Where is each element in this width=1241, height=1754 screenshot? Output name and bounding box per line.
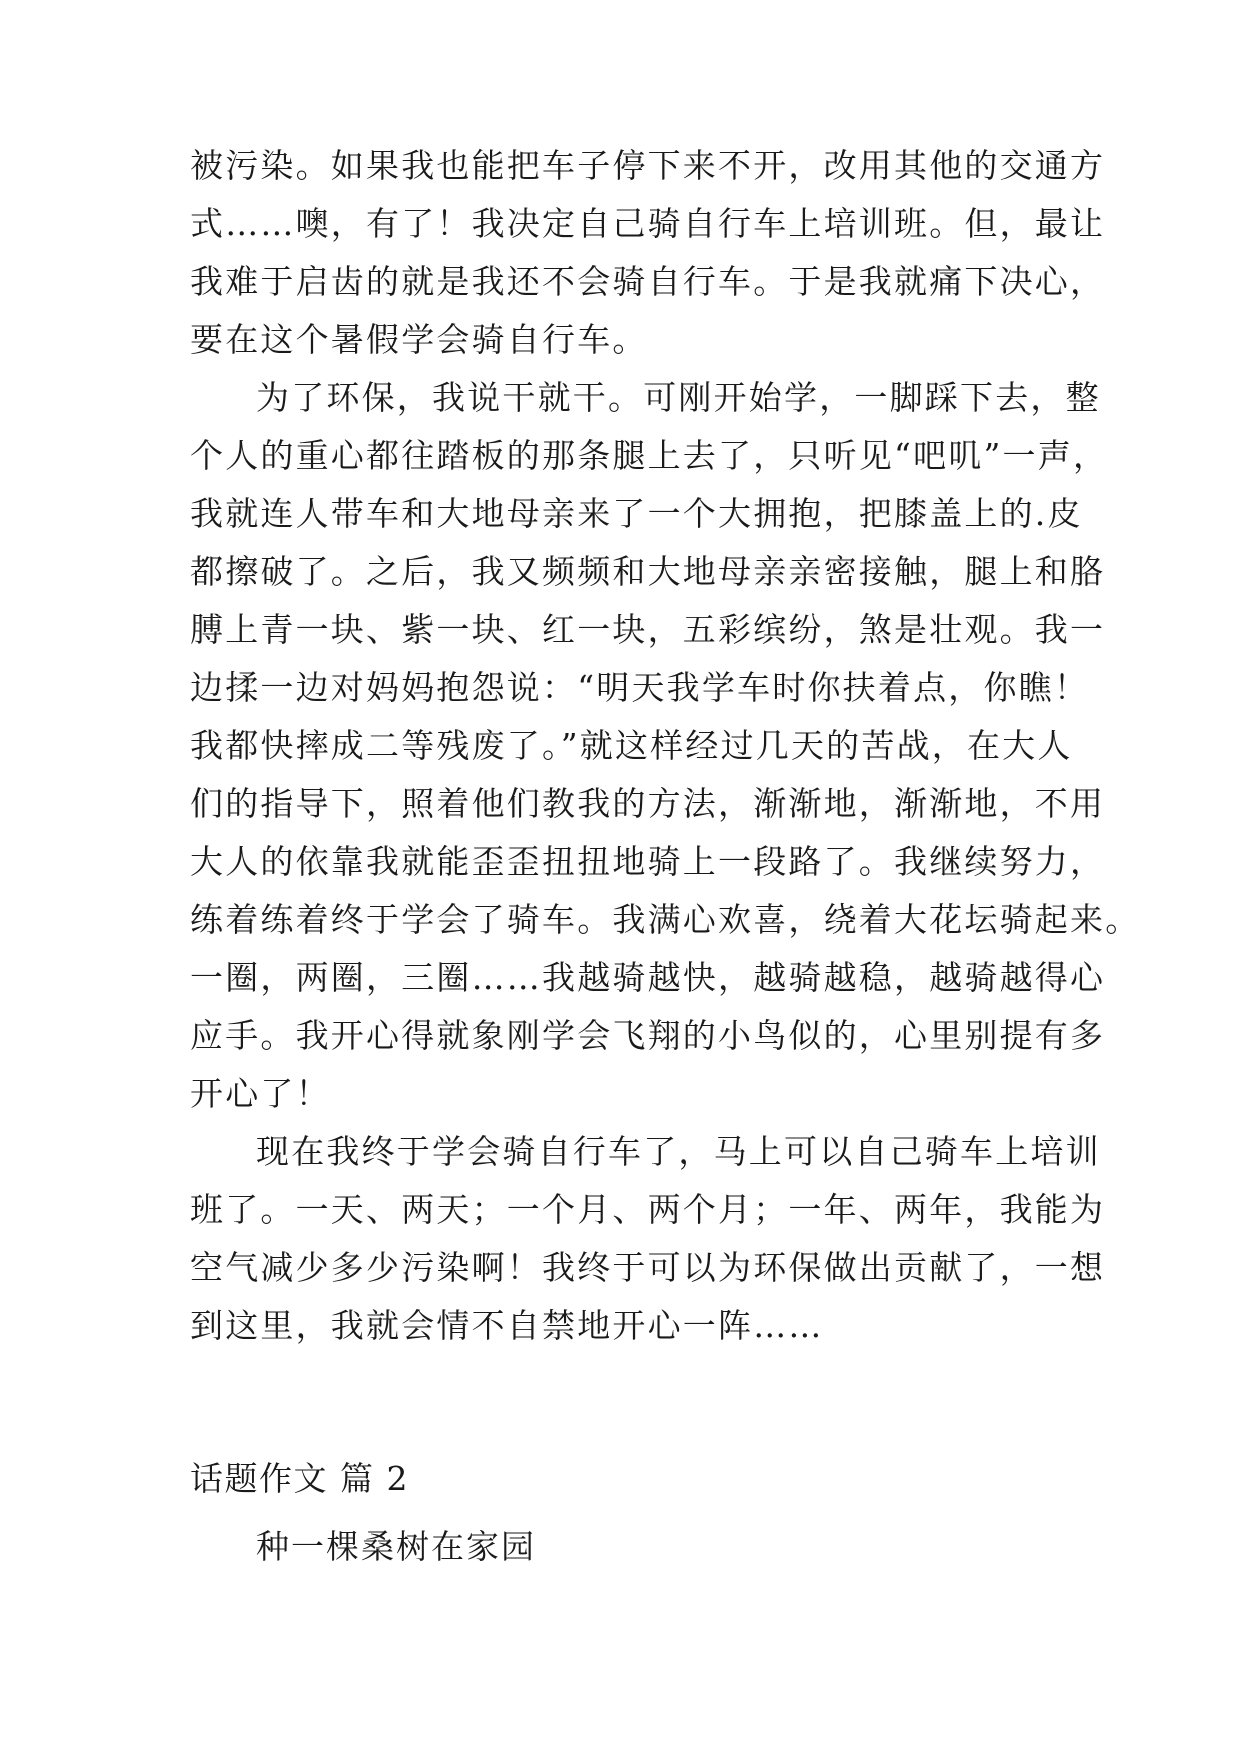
paragraph-1 [190, 137, 1106, 369]
paragraph-line: 膊上青一块、紫一块、红一块，五彩缤纷，煞是壮观。我一 [190, 610, 1106, 649]
paragraph-line: 开心了！ [190, 1074, 331, 1113]
paragraph-3 [190, 1123, 1106, 1355]
paragraph-line: 我都快摔成二等残废了。”就这样经过几天的苦战，在大人 [190, 726, 1073, 765]
paragraph-line: 被污染。如果我也能把车子停下来不开，改用其他的交通方 [190, 146, 1106, 185]
paragraph-line: 现在我终于学会骑自行车了，马上可以自己骑车上培训 [256, 1132, 1101, 1171]
paragraph-line: 班了。一天、两天；一个月、两个月；一年、两年，我能为 [190, 1190, 1106, 1229]
paragraph-line: 练着练着终于学会了骑车。我满心欢喜，绕着大花坛骑起来。 [190, 900, 1141, 939]
paragraph-line: 我就连人带车和大地母亲来了一个大拥抱，把膝盖上的.皮 [190, 494, 1083, 533]
paragraph-line: 都擦破了。之后，我又频频和大地母亲亲密接触，腿上和胳 [190, 552, 1106, 591]
paragraph-line: 为了环保，我说干就干。可刚开始学，一脚踩下去，整 [256, 378, 1101, 417]
paragraph-line: 应手。我开心得就象刚学会飞翔的小鸟似的，心里别提有多 [190, 1016, 1106, 1055]
paragraph-line: 一圈，两圈，三圈……我越骑越快，越骑越稳，越骑越得心 [190, 958, 1106, 997]
paragraph-line: 我难于启齿的就是我还不会骑自行车。于是我就痛下决心， [190, 262, 1106, 301]
essay-title: 种一棵桑树在家园 [256, 1527, 536, 1566]
paragraph-line: 要在这个暑假学会骑自行车。 [190, 320, 648, 359]
paragraph-line: 们的指导下，照着他们教我的方法，渐渐地，渐渐地，不用 [190, 784, 1106, 823]
paragraph-2 [190, 369, 1141, 1123]
paragraph-line: 空气减少多少污染啊！我终于可以为环保做出贡献了，一想 [190, 1248, 1106, 1287]
paragraph-line: 大人的依靠我就能歪歪扭扭地骑上一段路了。我继续努力， [190, 842, 1106, 881]
paragraph-line: 个人的重心都往踏板的那条腿上去了，只听见“吧叽”一声， [190, 436, 1109, 475]
paragraph-line: 边揉一边对妈妈抱怨说：“明天我学车时你扶着点，你瞧！ [190, 668, 1090, 707]
section-heading: 话题作文 篇 2 [190, 1459, 409, 1498]
paragraph-line: 式……噢，有了！我决定自己骑自行车上培训班。但，最让 [190, 204, 1106, 243]
paragraph-line: 到这里，我就会情不自禁地开心一阵…… [190, 1306, 824, 1345]
